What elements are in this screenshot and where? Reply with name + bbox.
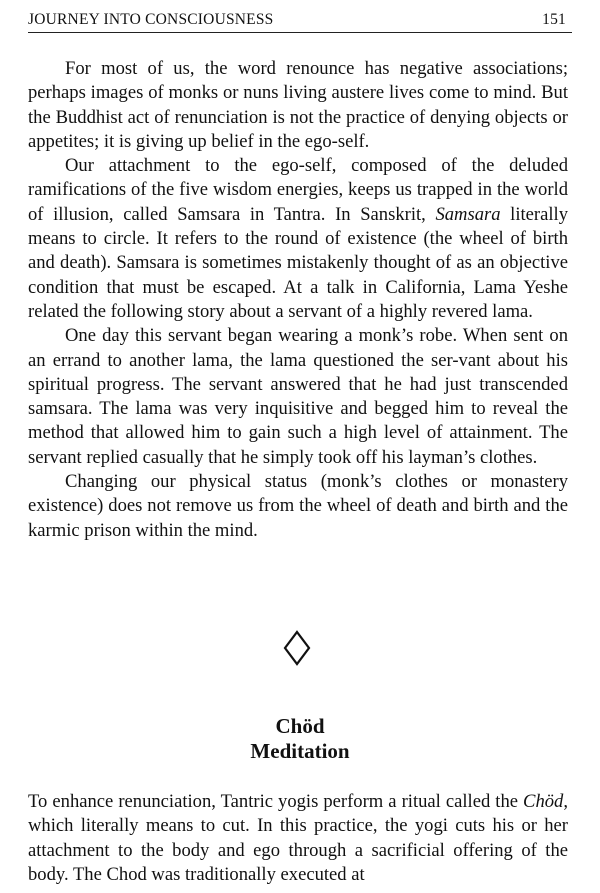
section-title-line-1: Chöd [275,714,325,738]
paragraph-physical-status: Changing our physical status (monk’s clothes or monastery existence) does not remove us from the wheel of death and birth and the karmic prison within the mind. [28,471,568,541]
diamond-outline-icon [283,630,311,666]
section-title-line-2: Meditation [250,739,350,763]
paragraph-samsara-text-before: Our attachment to the ego-self, composed of the deluded ramifications of the five wisdom energies, keeps us trapped in the world of illusion, called Samsara in Tantra. In Sanskrit, [28,155,568,225]
paragraph-chod [28,790,568,887]
section-text-block [28,790,568,887]
paragraph-samsara-text-after: literally means to circle. It refers to the round of existence (the wheel of birth and death). Samsara is sometimes mistakenly thought of as an objective condition that must be escaped. At a talk in California, Lama Yeshe related the following story about a servant of a highly revered lama. [28,203,568,322]
paragraph-renounce: For most of us, the word renounce has negative associations; perhaps images of monks or nuns living austere lives come to mind. But the Buddhist act of renunciation is not the practice of denying objects or appetites; it is giving up belief in the ego-self. [28,58,568,152]
main-text-block [28,57,568,543]
chod-emphasis: Chöd [523,791,564,812]
paragraph-samsara [28,154,568,324]
paragraph-chod-text-after: , which literally means to cut. In this practice, the yogi cuts his or her attachment to the body and ego through a sacrificial offering of the body. The Chod was traditionally executed at [28,791,568,885]
paragraph-chod-text-before: To enhance renunciation, Tantric yogis perform a ritual called the [28,791,524,812]
section-title [0,714,600,764]
page-number: 151 [542,11,566,28]
running-header-title: JOURNEY INTO CONSCIOUSNESS [28,11,274,28]
paragraph-servant-story: One day this servant began wearing a monk’s robe. When sent on an errand to another lama, the lama questioned the ser-vant about his spiritual progress. The servant answered that he had just transcended samsara. The lama was very inquisitive and begged him to reveal the method that allowed him to gain such a high level of attainment. The servant replied casually that he simply took off his layman’s clothes. [28,325,568,468]
samsara-emphasis: Samsara [435,203,501,225]
running-header [28,8,572,33]
